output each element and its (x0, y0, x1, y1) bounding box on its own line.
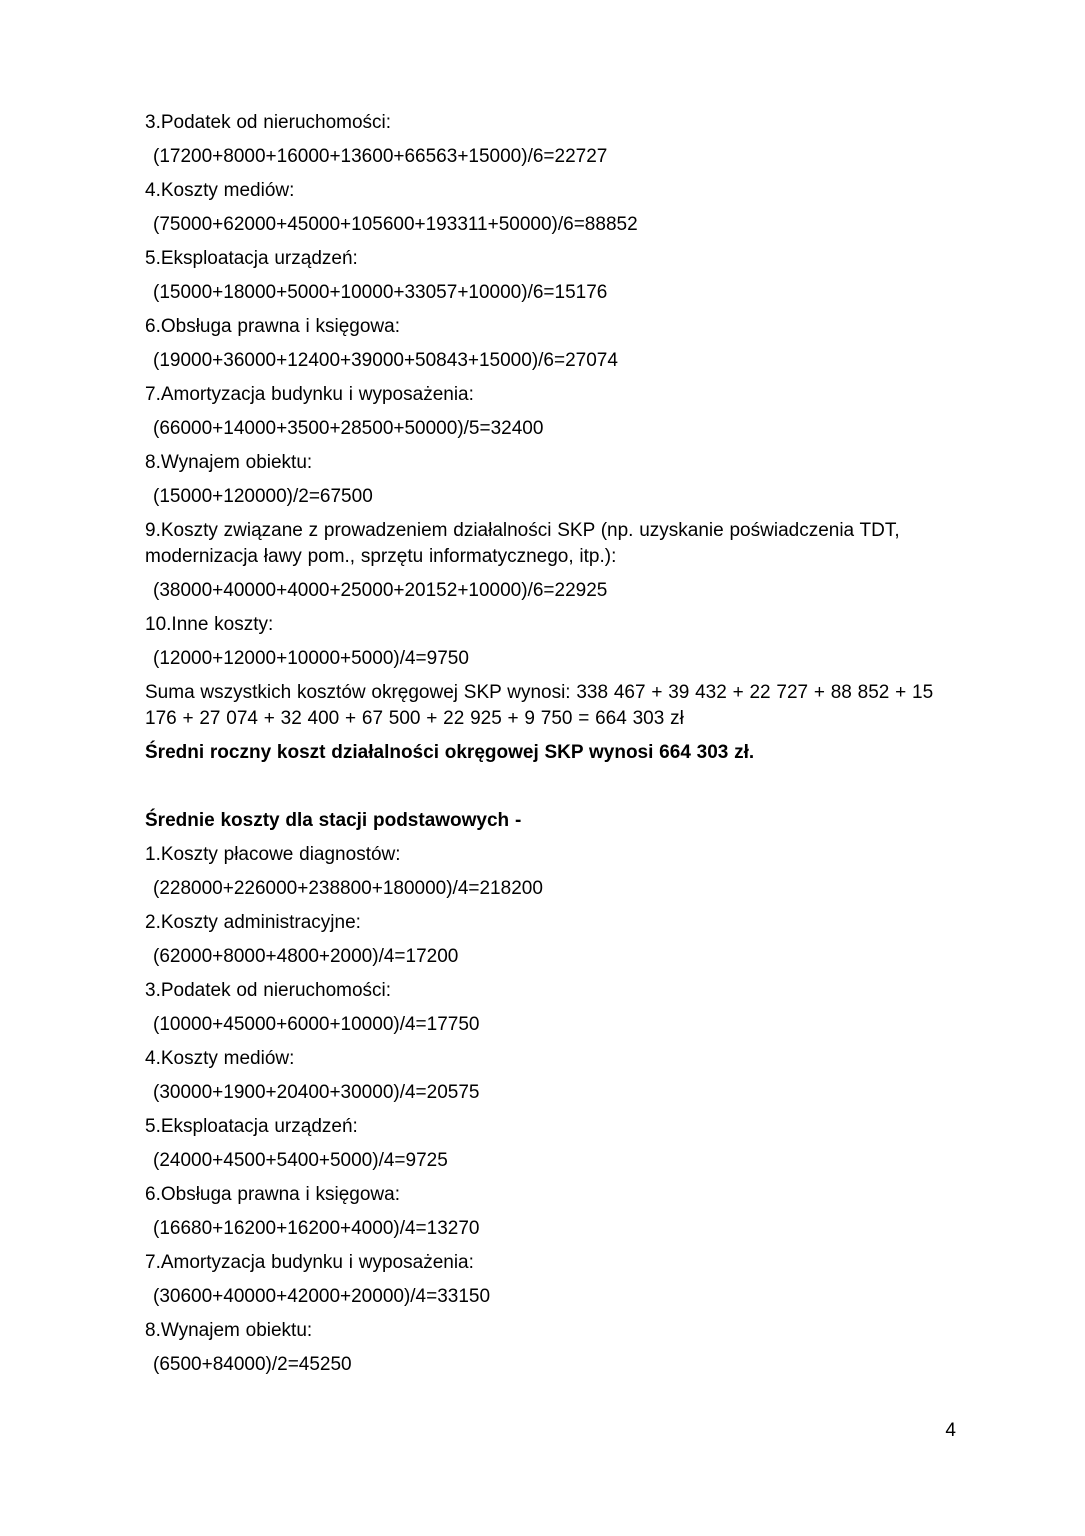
cost-item-formula: (24000+4500+5400+5000)/4=9725 (153, 1150, 448, 1171)
cost-item-formula: (75000+62000+45000+105600+193311+50000)/6=88852 (153, 214, 638, 235)
cost-item-label: 1.Koszty płacowe diagnostów: (145, 844, 401, 865)
cost-item-label: 4.Koszty mediów: (145, 180, 295, 201)
cost-item-label: 3.Podatek od nieruchomości: (145, 980, 392, 1001)
page-number: 4 (945, 1420, 956, 1441)
cost-item-formula: (15000+18000+5000+10000+33057+10000)/6=15176 (153, 282, 608, 303)
cost-item-formula: (19000+36000+12400+39000+50843+15000)/6=27074 (153, 350, 618, 371)
cost-item-label: 8.Wynajem obiektu: (145, 1320, 313, 1341)
cost-item-label: 5.Eksploatacja urządzeń: (145, 248, 358, 269)
cost-item-label: 10.Inne koszty: (145, 614, 274, 635)
cost-item-label: 8.Wynajem obiektu: (145, 452, 313, 473)
average-cost-conclusion: Średni roczny koszt działalności okręgowej SKP wynosi 664 303 zł. (145, 742, 755, 763)
cost-item-formula: (17200+8000+16000+13600+66563+15000)/6=22727 (153, 146, 608, 167)
paragraph-spacer (145, 774, 963, 800)
cost-item-formula: (12000+12000+10000+5000)/4=9750 (153, 648, 469, 669)
cost-item-formula: (16680+16200+16200+4000)/4=13270 (153, 1218, 480, 1239)
section-heading: Średnie koszty dla stacji podstawowych - (145, 810, 522, 831)
cost-item-label: 7.Amortyzacja budynku i wyposażenia: (145, 1252, 474, 1273)
cost-item-label: 2.Koszty administracyjne: (145, 912, 361, 933)
cost-item-label: 6.Obsługa prawna i księgowa: (145, 316, 400, 337)
cost-item-formula: (38000+40000+4000+25000+20152+10000)/6=22925 (153, 580, 608, 601)
cost-item-formula: (30600+40000+42000+20000)/4=33150 (153, 1286, 491, 1307)
cost-item-formula: (10000+45000+6000+10000)/4=17750 (153, 1014, 480, 1035)
cost-item-label: 5.Eksploatacja urządzeń: (145, 1116, 358, 1137)
cost-item-label: 6.Obsługa prawna i księgowa: (145, 1184, 400, 1205)
cost-item-label: 9.Koszty związane z prowadzeniem działalności SKP (np. uzyskanie poświadczenia TDT, modernizacja ławy pom., sprzętu informatycznego, itp.): (145, 520, 900, 567)
cost-item-formula: (6500+84000)/2=45250 (153, 1354, 352, 1375)
cost-item-formula: (62000+8000+4800+2000)/4=17200 (153, 946, 459, 967)
cost-item-formula: (15000+120000)/2=67500 (153, 486, 373, 507)
cost-item-label: 7.Amortyzacja budynku i wyposażenia: (145, 384, 474, 405)
cost-item-label: 3.Podatek od nieruchomości: (145, 112, 392, 133)
cost-item-formula: (228000+226000+238800+180000)/4=218200 (153, 878, 543, 899)
cost-item-formula: (30000+1900+20400+30000)/4=20575 (153, 1082, 480, 1103)
sum-paragraph: Suma wszystkich kosztów okręgowej SKP wynosi: 338 467 + 39 432 + 22 727 + 88 852 + 15 176 + 27 074 + 32 400 + 67 500 + 22 925 + 9 750 = 664 303 zł (145, 682, 934, 729)
document-content (145, 110, 963, 1386)
cost-item-label: 4.Koszty mediów: (145, 1048, 295, 1069)
cost-item-formula: (66000+14000+3500+28500+50000)/5=32400 (153, 418, 544, 439)
